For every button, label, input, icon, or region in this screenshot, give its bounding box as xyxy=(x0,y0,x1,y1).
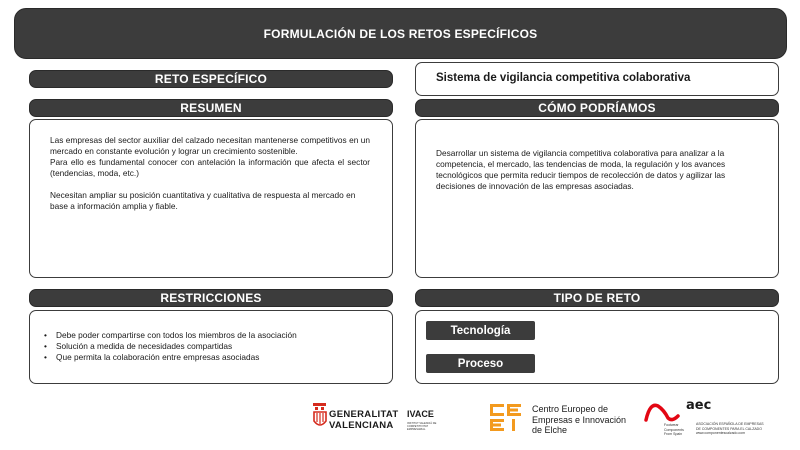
list-item: • Que permita la colaboración entre empresas asociadas xyxy=(42,352,382,363)
list-item: • Solución a medida de necesidades compartidas xyxy=(42,341,382,352)
page-title: FORMULACIÓN DE LOS RETOS ESPECÍFICOS xyxy=(14,8,787,59)
aec-right-line1: ASOCIACIÓN ESPAÑOLA DE EMPRESAS xyxy=(696,422,764,426)
como-podriamos-panel xyxy=(415,119,779,278)
reto-especifico-value: Sistema de vigilancia competitiva colaborativa xyxy=(436,72,691,84)
ceei-line1: Centro Europeo de xyxy=(532,404,609,414)
ivace-subtitle-1: INSTITUT VALENCIÀ DE xyxy=(407,422,437,425)
aec-wordmark: aec xyxy=(686,398,712,413)
generalitat-line1: GENERALITAT xyxy=(329,409,399,420)
tipo-proceso-tag: Proceso xyxy=(426,354,535,373)
resumen-text xyxy=(50,135,370,212)
generalitat-emblem-icon xyxy=(312,403,328,433)
generalitat-line2: VALENCIANA xyxy=(329,420,394,431)
como-podriamos-text: Desarrollar un sistema de vigilancia competitiva colaborativa para analizar a la competencia, el mercado, las tendencias de moda, la regulación y los avances tecnológicos que permita reducir tiempos de recolección de datos y agilizar las decisiones de innovación de las empresas asociadas. xyxy=(436,148,726,191)
generalitat-valenciana-logo xyxy=(312,403,399,435)
tipo-tecnologia-tag: Tecnología xyxy=(426,321,535,340)
tipo-de-reto-header: TIPO DE RETO xyxy=(415,289,779,307)
aec-swoosh-icon xyxy=(644,400,680,422)
ivace-wordmark: IVACE xyxy=(407,409,434,419)
restricciones-list xyxy=(42,330,382,363)
list-item: • Debe poder compartirse con todos los miembros de la asociación xyxy=(42,330,382,341)
ceei-logo-icon xyxy=(490,404,522,432)
reto-especifico-panel xyxy=(415,62,779,96)
como-podriamos-header: CÓMO PODRÍAMOS xyxy=(415,99,779,117)
aec-left-line2: Components xyxy=(664,427,684,432)
resumen-paragraph-1: Las empresas del sector auxiliar del calzado necesitan mantenerse competitivos en un mercado en constante evolución y lograr un crecimiento sostenible. xyxy=(50,135,370,156)
aec-left-line1: Footwear xyxy=(664,423,679,427)
resumen-paragraph-2: Para ello es fundamental conocer con antelación la información que afecta el sector (tendencias, moda, etc.) xyxy=(50,157,370,178)
ivace-subtitle-2: COMPETITIVITAT EMPRESARIAL xyxy=(407,425,429,431)
reto-especifico-header: RETO ESPECÍFICO xyxy=(29,70,393,88)
ceei-line3: de Elche xyxy=(532,425,568,435)
ceei-elche-logo xyxy=(490,404,630,436)
aec-right-line2: DE COMPONENTES PARA EL CALZADO xyxy=(696,426,762,431)
resumen-header: RESUMEN xyxy=(29,99,393,117)
restricciones-header: RESTRICCIONES xyxy=(29,289,393,307)
resumen-paragraph-3: Necesitan ampliar su posición cuantitativa y cualitativa de respuesta al mercado en base a información amplia y fiable. xyxy=(50,190,356,211)
ceei-line2: Empresas e Innovación xyxy=(532,414,627,425)
aec-logo xyxy=(644,398,794,442)
aec-left-line3: From Spain xyxy=(664,432,683,436)
ivace-logo xyxy=(407,409,447,433)
aec-url: www.componentescalzado.com xyxy=(696,431,746,435)
